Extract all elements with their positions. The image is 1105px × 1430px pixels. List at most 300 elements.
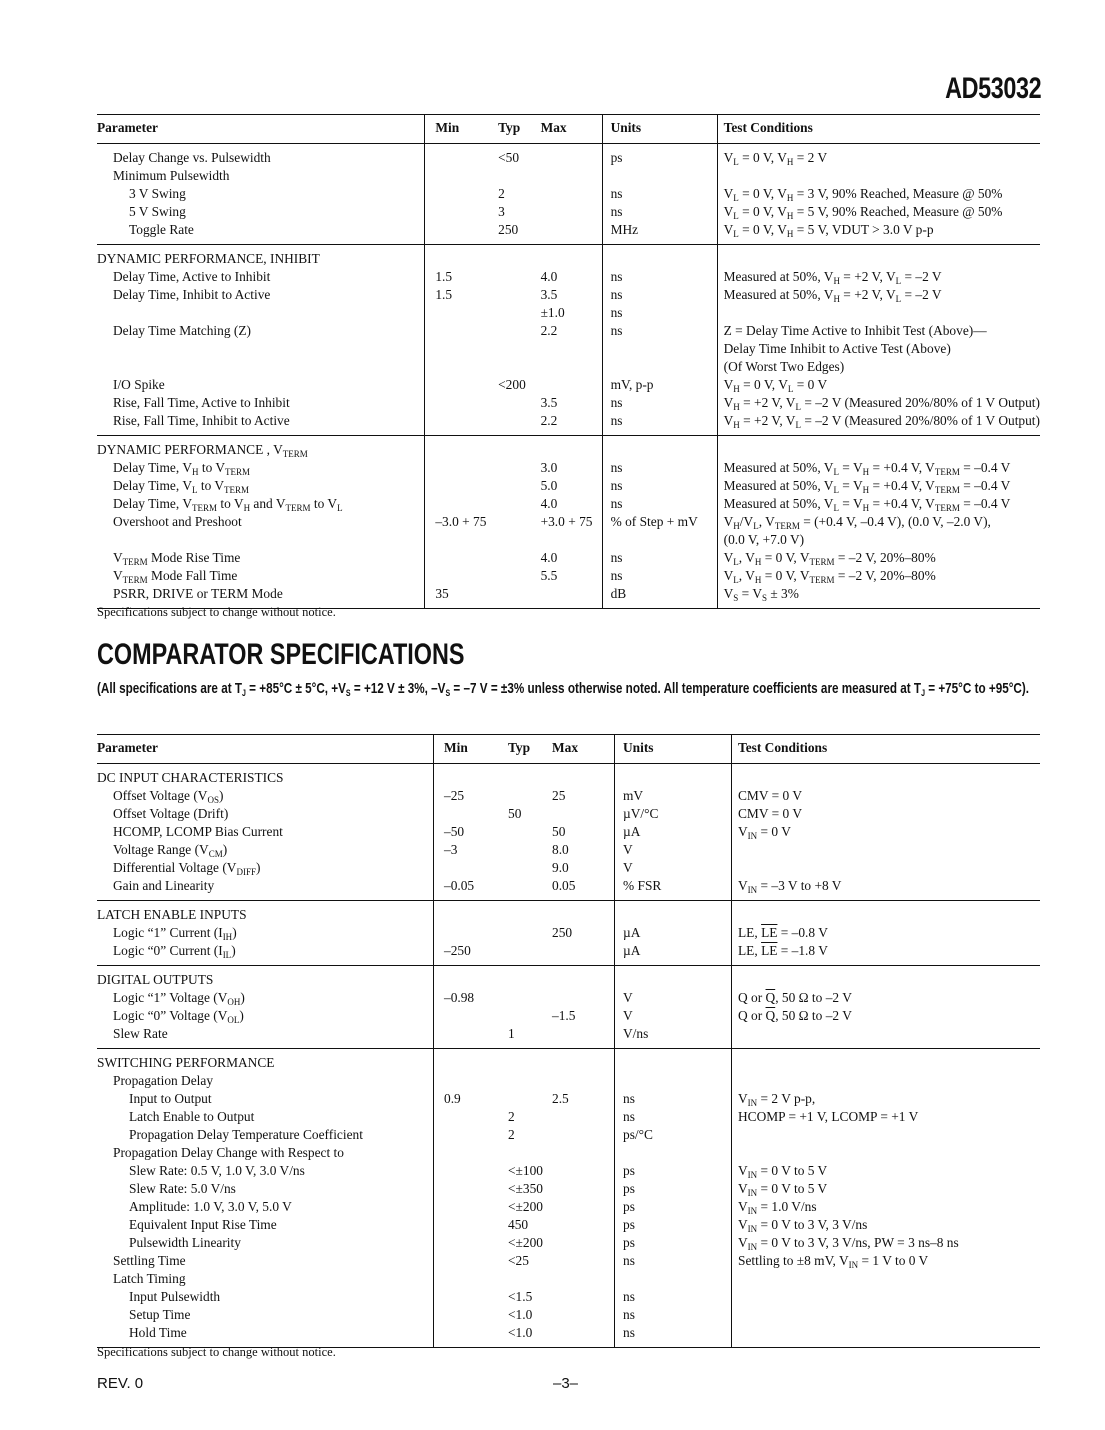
typ-cell: <1.0: [508, 1324, 552, 1348]
max-cell: [552, 1288, 615, 1306]
typ-cell: [498, 304, 540, 322]
param-cell: Delay Time, Active to Inhibit: [113, 269, 271, 284]
units-cell: [615, 966, 732, 990]
units-cell: [602, 245, 717, 269]
param-cell: [97, 358, 425, 376]
table-row: [97, 167, 1040, 185]
param-cell: Settling Time: [113, 1253, 186, 1268]
max-cell: 4.0: [540, 496, 558, 511]
max-cell: [541, 245, 603, 269]
table-row: [97, 144, 1040, 168]
table-row: [97, 1306, 1040, 1324]
min-cell: [425, 358, 498, 376]
max-cell: [552, 805, 615, 823]
max-cell: +3.0 + 75: [540, 514, 593, 529]
param-cell: Latch Enable to Output: [129, 1109, 255, 1124]
min-cell: [425, 221, 498, 245]
typ-cell: [498, 513, 540, 531]
table-row: [97, 1216, 1040, 1234]
max-cell: 250: [552, 925, 573, 940]
min-cell: [434, 1049, 509, 1073]
min-cell: [434, 1162, 509, 1180]
max-cell: [541, 340, 603, 358]
table-row: [97, 304, 1040, 322]
table-row: [97, 531, 1040, 549]
col-max: Max: [541, 115, 603, 144]
col-max: Max: [552, 735, 615, 764]
param-cell: Input Pulsewidth: [129, 1289, 221, 1304]
units-cell: ns: [615, 1108, 732, 1126]
conditions-cell: Q or $\overline{Q}$, 50 Ω to –2 V: [732, 1007, 1041, 1025]
table-row: [97, 877, 1040, 901]
units-cell: V: [615, 841, 732, 859]
param-cell: Offset Voltage (Drift): [113, 806, 229, 821]
max-cell: 8.0: [552, 842, 569, 857]
units-cell: ns: [602, 322, 717, 340]
section-subtitle: (All specifications are at $T_J = +85^\circ C \pm 5^\circ C$, $+V_S = +12$ V ± 3%, $-V_S = -7$ V = ±3% unless otherwise noted. All temperature coefficients are measured at $T_J = +75^\circ C$ to +95°C).: [97, 680, 1029, 698]
min-cell: [434, 1324, 509, 1348]
max-cell: [552, 1270, 615, 1288]
units-cell: ns: [602, 304, 717, 322]
section-title: COMPARATOR SPECIFICATIONS: [97, 638, 465, 671]
min-cell: [434, 966, 509, 990]
units-cell: [615, 1049, 732, 1073]
table-row: [97, 1144, 1040, 1162]
max-cell: 2.2: [540, 323, 558, 338]
max-cell: 3.0: [540, 460, 558, 475]
max-cell: [541, 376, 603, 394]
min-cell: [425, 495, 498, 513]
table-row: [97, 340, 1040, 358]
typ-cell: [508, 787, 552, 805]
units-cell: ps/°C: [615, 1126, 732, 1144]
conditions-cell: (0.0 V, +7.0 V): [717, 531, 1040, 549]
max-cell: [552, 1252, 615, 1270]
conditions-cell: $V_{IN} = 0$ V: [732, 823, 1041, 841]
conditions-cell: [732, 1072, 1041, 1090]
typ-cell: [498, 585, 540, 609]
typ-cell: [498, 477, 540, 495]
conditions-cell: (Of Worst Two Edges): [717, 358, 1040, 376]
param-cell: [97, 340, 425, 358]
param-cell: I/O Spike: [113, 377, 165, 392]
min-cell: [425, 436, 498, 460]
driver-spec-table: [97, 114, 1040, 609]
typ-cell: [498, 436, 540, 460]
table-row: [97, 859, 1040, 877]
units-cell: ns: [602, 185, 717, 203]
max-cell: 5.0: [540, 478, 558, 493]
typ-cell: [508, 1090, 552, 1108]
max-cell: –1.5: [552, 1008, 576, 1023]
typ-cell: 1: [508, 1025, 552, 1049]
units-cell: ns: [602, 203, 717, 221]
units-cell: [615, 1270, 732, 1288]
param-cell: 3 V Swing: [129, 186, 186, 201]
conditions-cell: $V_L = 0$ V, $V_H = 2$ V: [717, 144, 1040, 168]
typ-cell: <25: [508, 1253, 529, 1268]
typ-cell: [508, 1049, 552, 1073]
typ-cell: <200: [498, 377, 526, 392]
max-cell: [552, 1072, 615, 1090]
conditions-cell: [732, 1306, 1041, 1324]
col-units: Units: [615, 735, 732, 764]
units-cell: % FSR: [615, 877, 732, 901]
col-min: Min: [434, 735, 509, 764]
conditions-cell: [732, 1025, 1041, 1049]
min-cell: [425, 340, 498, 358]
conditions-cell: $V_H = +2$ V, $V_L = -2$ V (Measured 20%/80% of 1 V Output): [717, 412, 1040, 436]
table-row: [97, 412, 1040, 436]
units-cell: mV: [615, 787, 732, 805]
table-row: [97, 1126, 1040, 1144]
table-row: [97, 221, 1040, 245]
typ-cell: [498, 322, 540, 340]
group-title: LATCH ENABLE INPUTS: [97, 907, 247, 922]
typ-cell: [498, 394, 540, 412]
group-heading-row: [97, 966, 1040, 990]
param-cell: Offset Voltage $(V_{OS})$: [113, 788, 224, 805]
conditions-cell: [732, 764, 1041, 788]
conditions-cell: $V_{IN} = 0$ V to 5 V: [732, 1180, 1041, 1198]
conditions-cell: LE, $\overline{LE} = -1.8$ V: [732, 942, 1041, 966]
units-cell: ps: [615, 1216, 732, 1234]
max-cell: 3.5: [540, 395, 558, 410]
table-row: [97, 513, 1040, 531]
max-cell: [552, 1324, 615, 1348]
max-cell: 3.5: [540, 287, 558, 302]
min-cell: [425, 459, 498, 477]
max-cell: [552, 1144, 615, 1162]
min-cell: [425, 531, 498, 549]
param-cell: Delay Change vs. Pulsewidth: [113, 150, 271, 165]
typ-cell: [498, 567, 540, 585]
units-cell: ns: [615, 1252, 732, 1270]
param-cell: Logic “1” Current $(I_{IH})$: [113, 925, 237, 942]
units-cell: [615, 1144, 732, 1162]
min-cell: –3.0 + 75: [425, 513, 498, 531]
min-cell: [434, 1108, 509, 1126]
conditions-cell: [732, 1288, 1041, 1306]
typ-cell: 3: [498, 204, 505, 219]
conditions-cell: [732, 859, 1041, 877]
table-row: [97, 1234, 1040, 1252]
units-cell: mV, p-p: [602, 376, 717, 394]
units-cell: dB: [602, 585, 717, 609]
max-cell: [552, 901, 615, 925]
param-cell: Delay Time, Inhibit to Active: [113, 287, 271, 302]
table-row: [97, 286, 1040, 304]
min-cell: [434, 1252, 509, 1270]
conditions-cell: [717, 304, 1040, 322]
param-cell: Equivalent Input Rise Time: [129, 1217, 277, 1232]
units-cell: ns: [602, 495, 717, 513]
typ-cell: [498, 459, 540, 477]
conditions-cell: [717, 245, 1040, 269]
typ-cell: <1.0: [508, 1307, 533, 1322]
min-cell: [434, 764, 509, 788]
conditions-cell: $V_{IN} = 1.0$ V/ns: [732, 1198, 1041, 1216]
param-cell: Overshoot and Preshoot: [113, 514, 242, 529]
param-cell: HCOMP, LCOMP Bias Current: [113, 824, 283, 839]
typ-cell: [498, 495, 540, 513]
typ-cell: 50: [508, 806, 522, 821]
units-cell: % of Step + mV: [602, 513, 717, 531]
units-cell: ns: [602, 459, 717, 477]
typ-cell: [508, 1270, 552, 1288]
table-row: [97, 841, 1040, 859]
col-conditions: Test Conditions: [717, 115, 1040, 144]
param-cell: Delay Time, $V_H$ to $V_{TERM}$: [113, 460, 251, 477]
table-row: [97, 1007, 1040, 1025]
group-title: DIGITAL OUTPUTS: [97, 972, 214, 987]
min-cell: [425, 304, 498, 322]
param-cell: Minimum Pulsewidth: [113, 168, 230, 183]
param-cell: Logic “0” Voltage $(V_{OL})$: [113, 1008, 244, 1025]
param-cell: Latch Timing: [113, 1271, 186, 1286]
typ-cell: 2: [508, 1109, 515, 1124]
typ-cell: [508, 841, 552, 859]
group-heading-row: [97, 436, 1040, 460]
min-cell: [434, 1306, 509, 1324]
conditions-cell: HCOMP = +1 V, LCOMP = +1 V: [732, 1108, 1041, 1126]
table-row: [97, 1288, 1040, 1306]
units-cell: ns: [602, 412, 717, 436]
units-cell: [602, 436, 717, 460]
param-cell: [97, 304, 425, 322]
conditions-cell: $V_H = 0$ V, $V_L = 0$ V: [717, 376, 1040, 394]
units-cell: [602, 531, 717, 549]
table-row: [97, 495, 1040, 513]
typ-cell: [508, 1072, 552, 1090]
conditions-cell: [732, 1324, 1041, 1348]
max-cell: [552, 764, 615, 788]
group-heading-row: [97, 245, 1040, 269]
units-cell: ps: [615, 1198, 732, 1216]
conditions-cell: [732, 1144, 1041, 1162]
min-cell: –0.05: [434, 877, 509, 901]
table-row: [97, 823, 1040, 841]
max-cell: [541, 167, 603, 185]
conditions-cell: LE, $\overline{LE} = -0.8$ V: [732, 924, 1041, 942]
table-row: [97, 477, 1040, 495]
conditions-cell: [732, 1049, 1041, 1073]
conditions-cell: $V_H = +2$ V, $V_L = -2$ V (Measured 20%/80% of 1 V Output): [717, 394, 1040, 412]
min-cell: –0.98: [434, 989, 509, 1007]
conditions-cell: [732, 1270, 1041, 1288]
max-cell: [552, 1108, 615, 1126]
min-cell: [425, 394, 498, 412]
param-cell: 5 V Swing: [129, 204, 186, 219]
min-cell: –250: [434, 942, 509, 966]
typ-cell: [508, 823, 552, 841]
typ-cell: <±100: [508, 1163, 543, 1178]
min-cell: [434, 924, 509, 942]
group-title: DC INPUT CHARACTERISTICS: [97, 770, 284, 785]
conditions-cell: $V_L = 0$ V, $V_H = 3$ V, 90% Reached, Measure @ 50%: [717, 185, 1040, 203]
units-cell: ns: [602, 268, 717, 286]
table-row: [97, 1324, 1040, 1348]
table-row: [97, 376, 1040, 394]
max-cell: [552, 966, 615, 990]
conditions-cell: Measured at 50%, $V_L = V_H = +0.4$ V, $V_{TERM} = -0.4$ V: [717, 495, 1040, 513]
typ-cell: 2: [508, 1127, 515, 1142]
min-cell: [434, 859, 509, 877]
param-cell: Delay Time Matching (Z): [113, 323, 251, 338]
revision-label: REV. 0: [97, 1375, 144, 1392]
param-cell: Differential Voltage $(V_{DIFF})$: [113, 860, 261, 877]
conditions-cell: $V_L = 0$ V, $V_H = 5$ V, VDUT > 3.0 V p-p: [717, 221, 1040, 245]
param-cell: Setup Time: [129, 1307, 191, 1322]
units-cell: ns: [615, 1288, 732, 1306]
table-row: [97, 787, 1040, 805]
table-row: [97, 1025, 1040, 1049]
param-cell: Rise, Fall Time, Active to Inhibit: [113, 395, 290, 410]
col-typ: Typ: [508, 735, 552, 764]
min-cell: [434, 1144, 509, 1162]
max-cell: 9.0: [552, 860, 569, 875]
units-cell: ns: [602, 567, 717, 585]
table-header-row: [97, 735, 1040, 764]
table-row: [97, 989, 1040, 1007]
param-cell: $V_{TERM}$ Mode Rise Time: [113, 550, 241, 567]
param-cell: Pulsewidth Linearity: [129, 1235, 241, 1250]
max-cell: [552, 942, 615, 966]
max-cell: [541, 436, 603, 460]
group-title: DYNAMIC PERFORMANCE , $V_{TERM}$: [97, 442, 308, 459]
col-typ: Typ: [498, 115, 540, 144]
param-cell: Delay Time, $V_{TERM}$ to $V_H$ and $V_{TERM}$ to $V_L$: [113, 496, 343, 513]
param-cell: Gain and Linearity: [97, 877, 434, 901]
table-row: [97, 1072, 1040, 1090]
group-heading-row: [97, 764, 1040, 788]
table-row: [97, 942, 1040, 966]
table-row: [97, 203, 1040, 221]
typ-cell: <±200: [508, 1235, 543, 1250]
typ-cell: [508, 859, 552, 877]
units-cell: [602, 340, 717, 358]
typ-cell: [498, 531, 540, 549]
max-cell: [541, 531, 603, 549]
max-cell: [541, 203, 603, 221]
min-cell: [434, 1216, 509, 1234]
table-row: [97, 1198, 1040, 1216]
units-cell: V: [615, 859, 732, 877]
table-row: [97, 394, 1040, 412]
conditions-cell: Delay Time Inhibit to Active Test (Above): [717, 340, 1040, 358]
min-cell: [425, 245, 498, 269]
max-cell: 2.2: [541, 412, 603, 436]
max-cell: 0.05: [552, 877, 615, 901]
conditions-cell: Measured at 50%, $V_H = +2$ V, $V_L = -2$ V: [717, 268, 1040, 286]
group-title: SWITCHING PERFORMANCE: [97, 1055, 275, 1070]
conditions-cell: Settling to ±8 mV, $V_{IN} = 1$ V to 0 V: [732, 1252, 1041, 1270]
typ-cell: [508, 1007, 552, 1025]
units-cell: ps: [615, 1234, 732, 1252]
min-cell: [425, 567, 498, 585]
max-cell: 25: [552, 788, 566, 803]
min-cell: –3: [434, 841, 509, 859]
col-conditions: Test Conditions: [732, 735, 1041, 764]
param-cell: Slew Rate: 5.0 V/ns: [129, 1181, 236, 1196]
conditions-cell: $V_{IN} = 0$ V to 3 V, 3 V/ns: [732, 1216, 1041, 1234]
min-cell: [425, 412, 498, 436]
param-cell: Hold Time: [97, 1324, 434, 1348]
table-header-row: [97, 115, 1040, 144]
typ-cell: [498, 358, 540, 376]
typ-cell: 2: [498, 186, 505, 201]
typ-cell: [508, 764, 552, 788]
units-cell: [602, 167, 717, 185]
units-cell: µA: [615, 924, 732, 942]
min-cell: [425, 376, 498, 394]
typ-cell: [498, 340, 540, 358]
spec-note: Specifications subject to change without notice.: [97, 1345, 336, 1359]
table-row: [97, 549, 1040, 567]
units-cell: ns: [602, 477, 717, 495]
typ-cell: [508, 877, 552, 901]
units-cell: µA: [615, 823, 732, 841]
min-cell: [425, 477, 498, 495]
min-cell: [434, 1270, 509, 1288]
typ-cell: [508, 901, 552, 925]
conditions-cell: [717, 436, 1040, 460]
conditions-cell: $V_S = V_S \pm 3\%$: [717, 585, 1040, 609]
units-cell: [602, 358, 717, 376]
max-cell: [552, 1306, 615, 1324]
units-cell: µV/°C: [615, 805, 732, 823]
conditions-cell: [717, 167, 1040, 185]
min-cell: [434, 1025, 509, 1049]
units-cell: MHz: [602, 221, 717, 245]
typ-cell: [498, 268, 540, 286]
col-parameter: Parameter: [97, 115, 425, 144]
min-cell: 1.5: [425, 268, 498, 286]
group-heading-row: [97, 901, 1040, 925]
param-cell: Toggle Rate: [97, 221, 425, 245]
units-cell: ps: [615, 1162, 732, 1180]
typ-cell: [508, 966, 552, 990]
min-cell: [425, 185, 498, 203]
min-cell: 0.9: [434, 1090, 509, 1108]
col-units: Units: [602, 115, 717, 144]
typ-cell: 250: [498, 221, 540, 245]
param-cell: Propagation Delay Temperature Coefficient: [129, 1127, 363, 1142]
min-cell: [434, 1288, 509, 1306]
max-cell: [541, 144, 603, 168]
min-cell: [425, 322, 498, 340]
typ-cell: [508, 942, 552, 966]
table-row: [97, 567, 1040, 585]
units-cell: ns: [615, 1324, 732, 1348]
max-cell: [552, 1216, 615, 1234]
units-cell: ns: [615, 1306, 732, 1324]
table-row: [97, 1270, 1040, 1288]
table-row: [97, 1252, 1040, 1270]
param-cell: Propagation Delay: [113, 1073, 214, 1088]
max-cell: 2.5: [552, 1091, 569, 1106]
table-row: [97, 805, 1040, 823]
max-cell: [541, 358, 603, 376]
typ-cell: <1.5: [508, 1289, 533, 1304]
typ-cell: <50: [498, 150, 520, 165]
units-cell: µA: [615, 942, 732, 966]
units-cell: ns: [615, 1090, 732, 1108]
table-row: [97, 1180, 1040, 1198]
conditions-cell: [732, 966, 1041, 990]
typ-cell: [498, 549, 540, 567]
conditions-cell: $V_{IN} = 0$ V to 5 V: [732, 1162, 1041, 1180]
